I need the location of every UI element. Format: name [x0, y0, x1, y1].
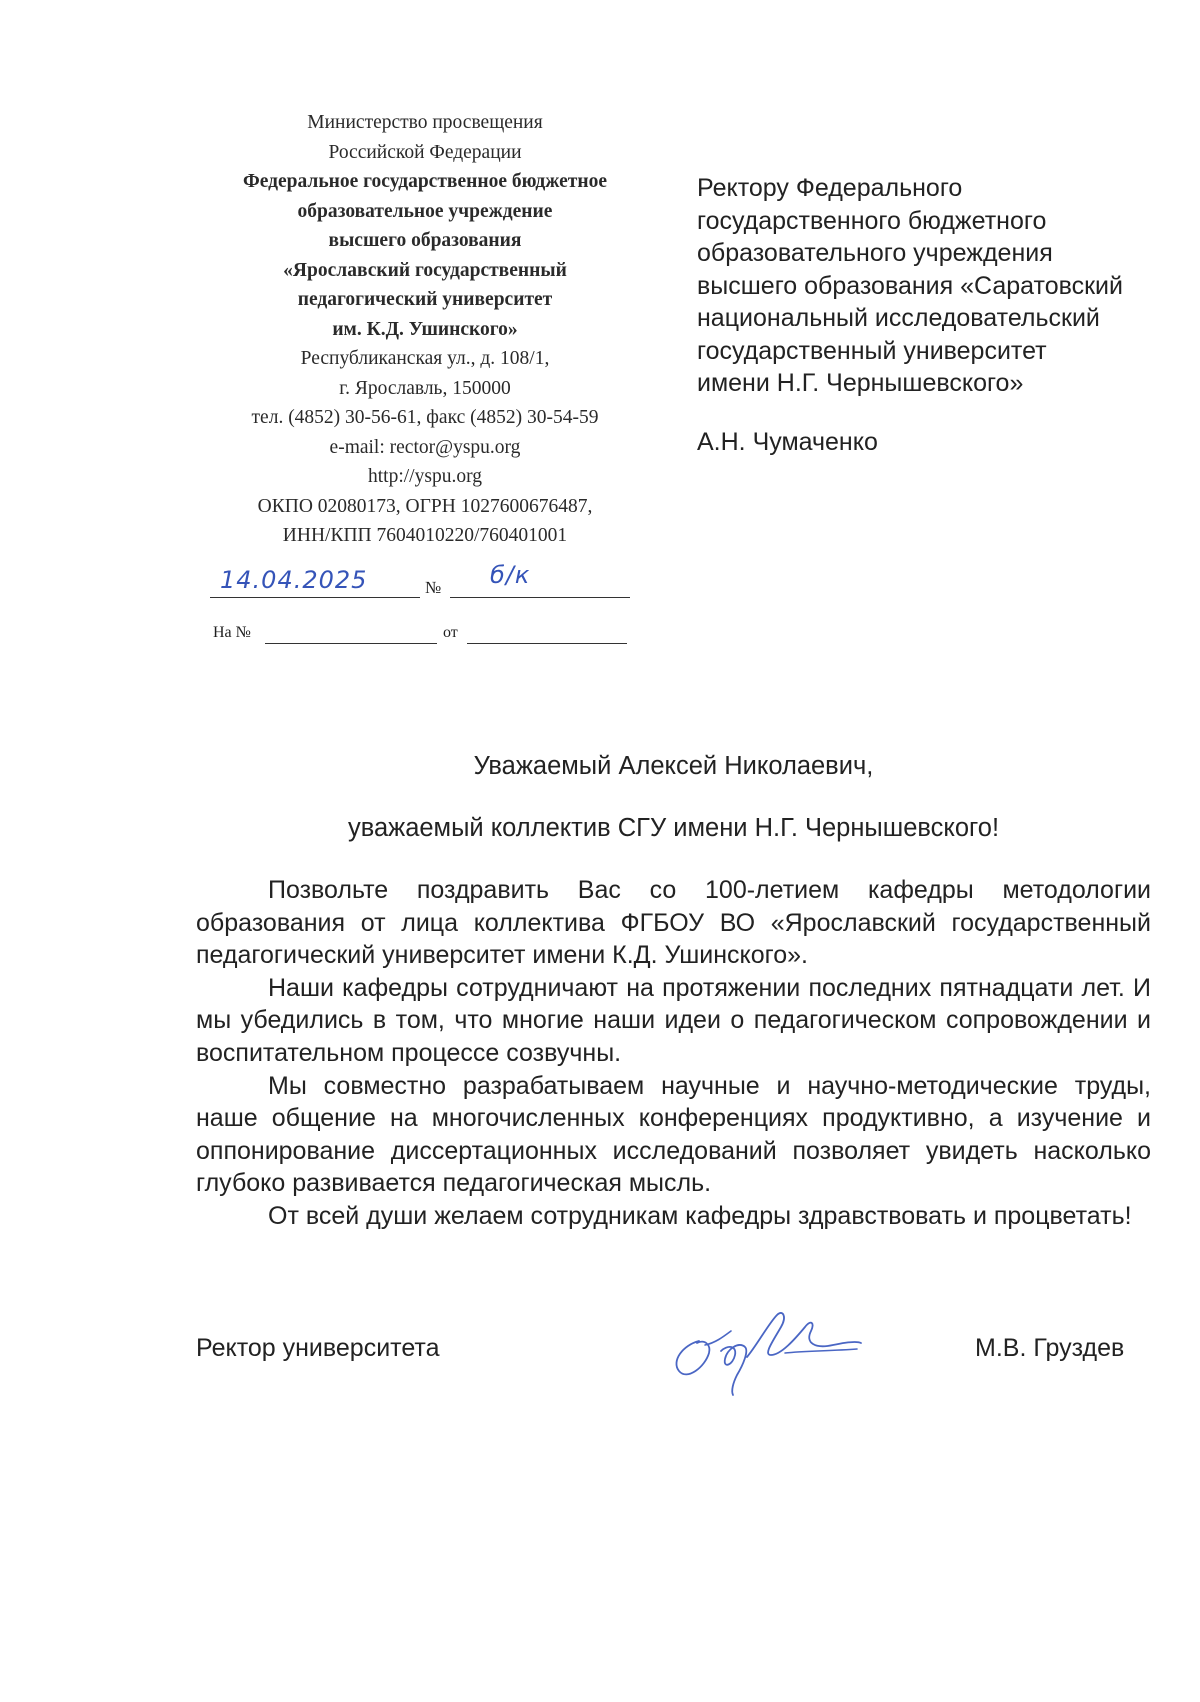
- addressee-block: [697, 172, 1177, 458]
- registration-line: [210, 561, 630, 601]
- addressee-line-5: национальный исследовательский: [697, 304, 1100, 332]
- addressee-line-2: государственного бюджетного: [697, 206, 1047, 235]
- addressee-line-4: высшего образования «Саратовский: [697, 271, 1123, 300]
- body-paragraph-3: Мы совместно разрабатываем научные и научно-методические труды, наше общение на многочисленных конференциях продуктивно, а изучение и оппонирование диссертационных исследований позволяет увидеть насколько глубоко развивается педагогическая мысль.: [196, 1071, 1151, 1198]
- reply-from-blank: [467, 643, 627, 644]
- signatory-name: М.В. Груздев: [975, 1334, 1125, 1362]
- reply-reference-line: [213, 624, 633, 648]
- handwritten-signature: [665, 1305, 865, 1400]
- sender-block: [195, 108, 655, 551]
- addressee-name: А.Н. Чумаченко: [697, 427, 878, 456]
- sender-org-line-1: Федеральное государственное бюджетное: [242, 171, 608, 192]
- greeting-line-1: Уважаемый Алексей Николаевич,: [473, 752, 874, 780]
- reply-number-blank: [265, 643, 437, 644]
- number-label: №: [425, 578, 442, 597]
- addressee-line-6: государственный университет: [697, 336, 1047, 365]
- date-underline: [210, 597, 420, 598]
- body-paragraph-4: От всей души желаем сотрудникам кафедры здравствовать и процветать!: [268, 1201, 1132, 1230]
- reply-number-label: На №: [213, 624, 251, 641]
- sender-website: http://yspu.org: [368, 466, 482, 487]
- sender-okpo-ogrn: ОКПО 02080173, ОГРН 1027600676487,: [257, 495, 593, 517]
- addressee-line-7: имени Н.Г. Чернышевского»: [697, 369, 1024, 397]
- sender-ministry-line-1: Министерство просвещения: [307, 112, 543, 133]
- sender-org-line-6: им. К.Д. Ушинского»: [332, 318, 518, 340]
- sender-email: e-mail: rector@yspu.org: [329, 436, 521, 458]
- addressee-line-3: образовательного учреждения: [697, 239, 1053, 267]
- sender-org-line-4: «Ярославский государственный: [283, 259, 567, 281]
- letter-body: [196, 874, 1151, 1233]
- reply-from-label: от: [443, 624, 458, 641]
- addressee-line-1: Ректору Федерального: [697, 174, 963, 202]
- sender-org-line-2: образовательное учреждение: [297, 200, 553, 222]
- body-paragraph-1: Позвольте поздравить Вас со 100-летием кафедры методологии образования от лица коллектива ФГБОУ ВО «Ярославский государственный педагогический университет имени К.Д. Ушинского».: [196, 876, 1151, 970]
- registration-date: 14.04.2025: [220, 566, 368, 594]
- sender-inn-kpp: ИНН/КПП 7604010220/760401001: [282, 525, 568, 546]
- registration-number: б/к: [490, 561, 531, 589]
- number-underline: [450, 597, 630, 598]
- signatory-title: Ректор университета: [196, 1334, 440, 1362]
- sender-ministry-line-2: Российской Федерации: [328, 141, 522, 163]
- sender-org-line-5: педагогический университет: [297, 289, 553, 310]
- sender-phone-fax: тел. (4852) 30-56-61, факс (4852) 30-54-59: [251, 407, 599, 428]
- sender-address-city: г. Ярославль, 150000: [339, 377, 511, 399]
- greeting-line-2: уважаемый коллектив СГУ имени Н.Г. Чернышевского!: [347, 814, 1000, 842]
- sender-org-line-3: высшего образования: [328, 230, 522, 251]
- body-paragraph-2: Наши кафедры сотрудничают на протяжении последних пятнадцати лет. И мы убедились в том, что многие наши идеи о педагогическом сопровождении и воспитательном процессе созвучны.: [196, 973, 1151, 1067]
- sender-address-street: Республиканская ул., д. 108/1,: [300, 348, 550, 369]
